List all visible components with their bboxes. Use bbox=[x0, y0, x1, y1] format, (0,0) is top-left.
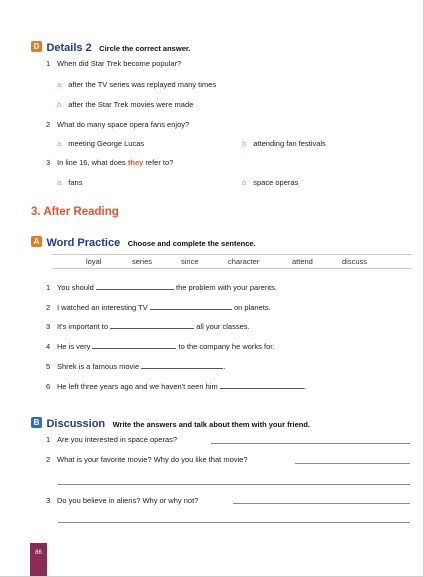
answer-line[interactable] bbox=[295, 463, 410, 464]
word-bank-item: discuss bbox=[342, 257, 368, 266]
answer-line[interactable] bbox=[211, 443, 410, 444]
answer-line[interactable] bbox=[233, 503, 410, 504]
answer-line[interactable] bbox=[58, 522, 410, 523]
answer-blank[interactable] bbox=[150, 303, 232, 310]
sentence-3: 3 It's important to all your classes. bbox=[46, 322, 250, 331]
answer-blank[interactable] bbox=[96, 283, 174, 290]
discussion-heading bbox=[31, 415, 310, 431]
page-number-tab bbox=[30, 543, 47, 577]
word-bank-item: character bbox=[228, 257, 260, 266]
word-bank bbox=[52, 254, 412, 269]
word-practice-instruction: Choose and complete the sentence. bbox=[127, 239, 256, 248]
sentence-5: 5 Shrek is a famous movie . bbox=[46, 362, 226, 371]
details-instruction: Circle the correct answer. bbox=[99, 44, 191, 53]
discussion-question-2: 2 What is your favorite movie? Why do you like that movie? bbox=[46, 455, 248, 464]
discussion-instruction: Write the answers and talk about them with your friend. bbox=[112, 420, 310, 429]
sentence-1: 1 You should the problem with your parents. bbox=[46, 283, 277, 292]
discussion-title: Discussion bbox=[46, 418, 106, 430]
answer-blank[interactable] bbox=[220, 382, 304, 389]
discussion-question-3: 3 Do you believe in aliens? Why or why not? bbox=[46, 496, 199, 505]
details-badge: D bbox=[31, 41, 42, 52]
answer-blank[interactable] bbox=[110, 322, 194, 329]
sentence-6: 6 He left three years ago and we haven't seen him . bbox=[46, 382, 306, 391]
discussion-badge: B bbox=[31, 417, 42, 428]
sentence-4: 4 He is very to the company he works for. bbox=[46, 342, 275, 351]
details-question-2: 2 What do many space opera fans enjoy? bbox=[46, 120, 190, 129]
details-question-3: 3 In line 16, what does they refer to? bbox=[46, 158, 174, 167]
after-reading-title: 3. After Reading bbox=[31, 206, 119, 218]
details-q1-option-a[interactable]: a. after the TV series was replayed many times bbox=[57, 80, 217, 89]
answer-line[interactable] bbox=[58, 484, 410, 485]
page-number: 86 bbox=[35, 550, 42, 556]
word-bank-item: attend bbox=[292, 257, 313, 266]
details-title: Details 2 bbox=[46, 42, 92, 54]
word-practice-heading bbox=[31, 234, 256, 250]
details-q2-option-a[interactable]: a. meeting George Lucas bbox=[57, 139, 145, 148]
answer-blank[interactable] bbox=[92, 342, 176, 349]
highlighted-word: they bbox=[127, 158, 144, 167]
details-q3-option-a[interactable]: a. fans bbox=[57, 178, 83, 187]
word-bank-item: loyal bbox=[86, 257, 102, 266]
answer-blank[interactable] bbox=[141, 362, 223, 369]
word-bank-item: since bbox=[181, 257, 199, 266]
word-bank-item: series bbox=[132, 257, 153, 266]
details-q3-option-b[interactable]: b. space operas bbox=[242, 178, 299, 187]
details-question-1: 1 When did Star Trek become popular? bbox=[46, 59, 182, 68]
discussion-question-1: 1 Are you interested in space operas? bbox=[46, 435, 178, 444]
sentence-2: 2 I watched an interesting TV on planets. bbox=[46, 303, 271, 312]
details-heading bbox=[31, 39, 190, 55]
word-practice-title: Word Practice bbox=[46, 237, 121, 249]
details-q2-option-b[interactable]: b. attending fan festivals bbox=[242, 139, 326, 148]
word-practice-badge: A bbox=[31, 236, 42, 247]
details-q1-option-b[interactable]: b. after the Star Trek movies were made bbox=[57, 100, 194, 109]
